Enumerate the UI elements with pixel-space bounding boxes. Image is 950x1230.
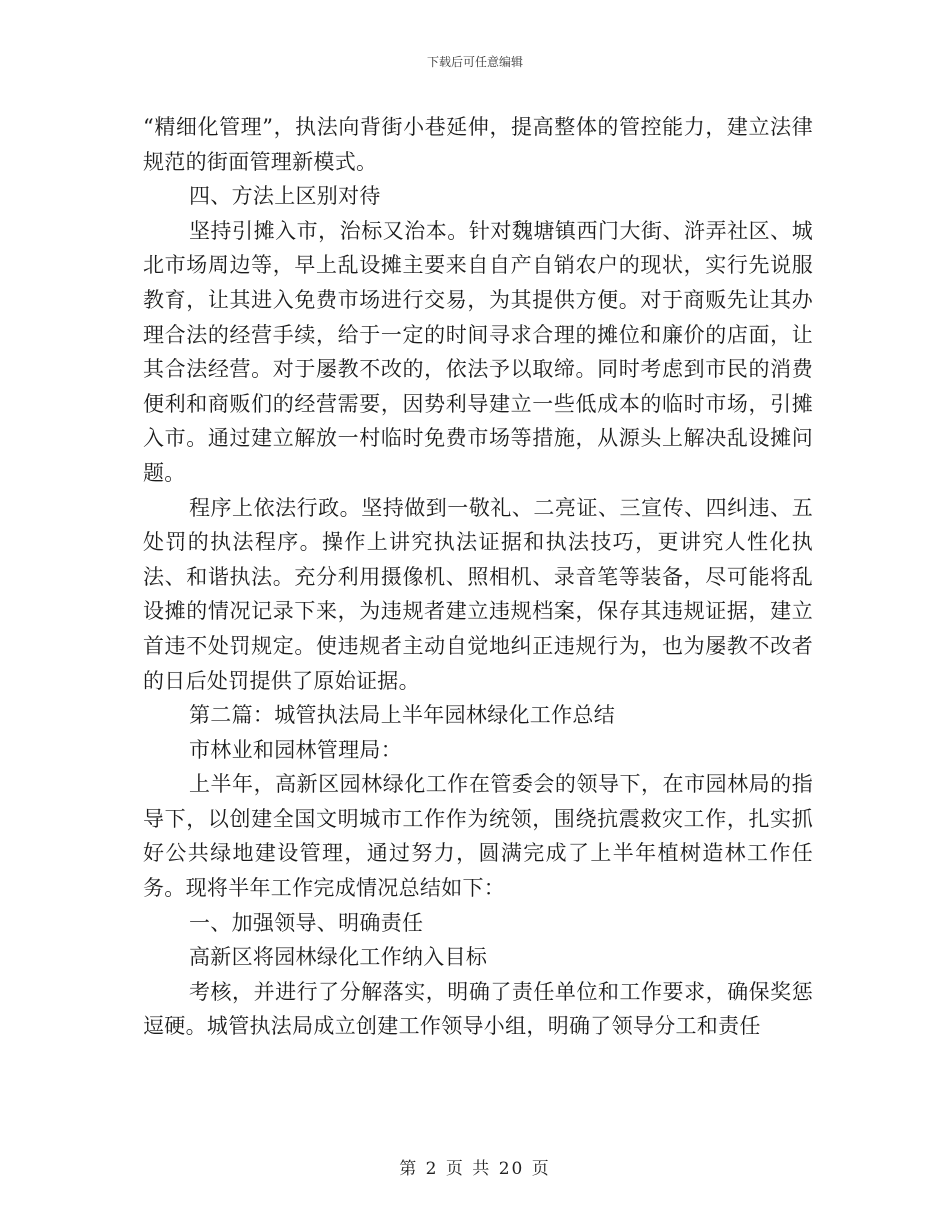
- page-header: 下载后可任意编辑: [426, 55, 523, 69]
- paragraph-3: 坚持引摊入市，治标又治本。针对魏塘镇西门大街、浒弄社区、城北市场周边等，早上乱设摊主要来自自产自销农户的现状，实行先说服教育，让其进入免费市场进行交易，为其提供方便。对于商贩先让其办理合法的经营手续，给于一定的时间寻求合理的摊位和廉价的店面，让其合法经营。对于屡教不改的，依法予以取缔。同时考虑到市民的消费便利和商贩们的经营需要，因势利导建立一些低成本的临时市场，引摊入市。通过建立解放一村临时免费市场等措施，从源头上解决乱设摊问题。: [143, 218, 813, 485]
- paragraph-10: 考核，并进行了分解落实，明确了责任单位和工作要求，确保奖惩逗硬。城管执法局成立创建工作领导小组，明确了领导分工和责任: [143, 979, 813, 1039]
- paragraph-1: “精细化管理”，执法向背街小巷延伸，提高整体的管控能力，建立法律规范的街面管理新模式。: [143, 115, 813, 174]
- paragraph-7: 上半年，高新区园林绿化工作在管委会的领导下，在市园林局的指导下，以创建全国文明城市工作作为统领，围绕抗震救灾工作，扎实抓好公共绿地建设管理，通过努力，圆满完成了上半年植树造林工作任务。现将半年工作完成情况总结如下：: [143, 772, 813, 901]
- paragraph-9: 高新区将园林绿化工作纳入目标: [189, 945, 488, 970]
- document-body: [143, 110, 813, 1044]
- section-title: 第二篇：城管执法局上半年园林绿化工作总结: [189, 703, 615, 728]
- subheading-1: 一、加强领导、明确责任: [189, 910, 424, 935]
- paragraph-4: 程序上依法行政。坚持做到一敬礼、二亮证、三宣传、四纠违、五处罚的执法程序。操作上讲究执法证据和执法技巧，更讲究人性化执法、和谐执法。充分利用摄像机、照相机、录音笔等装备，尽可能将乱设摊的情况记录下来，为违规者建立违规档案，保存其违规证据，建立首违不处罚规定。使违规者主动自觉地纠正违规行为，也为屡教不改者的日后处罚提供了原始证据。: [143, 495, 813, 693]
- paragraph-2: 四、方法上区别对待: [189, 184, 381, 209]
- salutation: 市林业和园林管理局：: [189, 737, 402, 762]
- page-number: 第 2 页 共 20 页: [399, 1159, 551, 1179]
